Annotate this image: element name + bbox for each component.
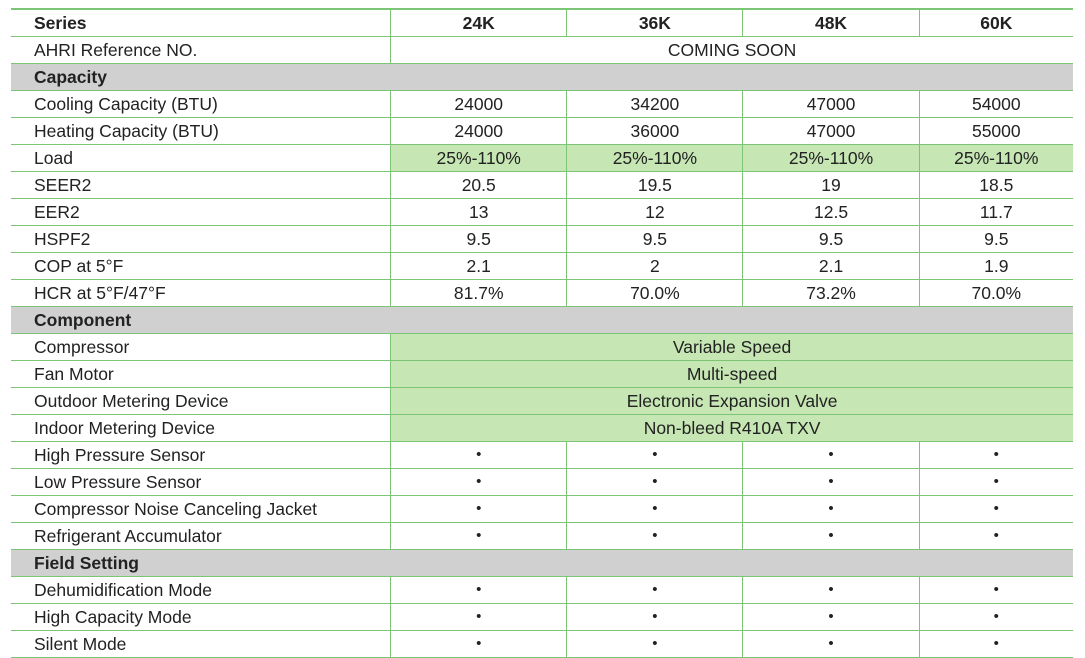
row-label: Fan Motor — [11, 361, 391, 388]
spec-value: 11.7 — [919, 199, 1073, 226]
component-feature-row — [11, 523, 1073, 550]
section-component — [11, 307, 1073, 334]
feature-dot: • — [567, 577, 743, 604]
feature-dot: • — [919, 577, 1073, 604]
feature-dot: • — [919, 469, 1073, 496]
feature-dot: • — [743, 469, 919, 496]
spec-value-span: Non-bleed R410A TXV — [391, 415, 1073, 442]
model-24k-header: 24K — [391, 10, 567, 37]
feature-dot: • — [743, 442, 919, 469]
row-label: Silent Mode — [11, 631, 391, 658]
row-label: EER2 — [11, 199, 391, 226]
capacity-row — [11, 145, 1073, 172]
spec-value: 55000 — [919, 118, 1073, 145]
spec-value: 9.5 — [391, 226, 567, 253]
feature-dot: • — [919, 604, 1073, 631]
feature-dot: • — [391, 469, 567, 496]
feature-dot: • — [567, 523, 743, 550]
row-label: High Capacity Mode — [11, 604, 391, 631]
spec-value: 73.2% — [743, 280, 919, 307]
spec-value: 2.1 — [391, 253, 567, 280]
feature-dot: • — [919, 631, 1073, 658]
feature-dot: • — [567, 469, 743, 496]
feature-dot: • — [743, 577, 919, 604]
spec-value: 25%-110% — [391, 145, 567, 172]
series-header: Series — [11, 10, 391, 37]
component-span-row — [11, 388, 1073, 415]
row-label: Heating Capacity (BTU) — [11, 118, 391, 145]
component-feature-row — [11, 469, 1073, 496]
spec-value: 13 — [391, 199, 567, 226]
field-feature-row — [11, 604, 1073, 631]
component-feature-row — [11, 442, 1073, 469]
model-48k-header: 48K — [743, 10, 919, 37]
capacity-row — [11, 91, 1073, 118]
section-title: Field Setting — [11, 550, 1073, 577]
model-60k-header: 60K — [919, 10, 1073, 37]
spec-sheet — [11, 8, 1073, 658]
feature-dot: • — [567, 496, 743, 523]
component-span-row — [11, 361, 1073, 388]
section-field-setting — [11, 550, 1073, 577]
spec-value: 19 — [743, 172, 919, 199]
feature-dot: • — [391, 631, 567, 658]
feature-dot: • — [743, 604, 919, 631]
feature-dot: • — [391, 604, 567, 631]
spec-table-body — [11, 10, 1073, 658]
spec-value: 24000 — [391, 91, 567, 118]
ahri-row — [11, 37, 1073, 64]
ahri-value: COMING SOON — [391, 37, 1073, 64]
feature-dot: • — [743, 631, 919, 658]
feature-dot: • — [919, 496, 1073, 523]
section-title: Component — [11, 307, 1073, 334]
feature-dot: • — [743, 496, 919, 523]
row-label: Compressor — [11, 334, 391, 361]
spec-value: 9.5 — [919, 226, 1073, 253]
spec-value: 19.5 — [567, 172, 743, 199]
spec-value: 47000 — [743, 91, 919, 118]
row-label: SEER2 — [11, 172, 391, 199]
row-label: Outdoor Metering Device — [11, 388, 391, 415]
row-label: HSPF2 — [11, 226, 391, 253]
row-label: Refrigerant Accumulator — [11, 523, 391, 550]
spec-value: 25%-110% — [919, 145, 1073, 172]
spec-value: 1.9 — [919, 253, 1073, 280]
field-feature-row — [11, 577, 1073, 604]
capacity-row — [11, 172, 1073, 199]
spec-value: 36000 — [567, 118, 743, 145]
ahri-label: AHRI Reference NO. — [11, 37, 391, 64]
spec-value-span: Electronic Expansion Valve — [391, 388, 1073, 415]
spec-value-span: Multi-speed — [391, 361, 1073, 388]
capacity-row — [11, 280, 1073, 307]
model-36k-header: 36K — [567, 10, 743, 37]
row-label: High Pressure Sensor — [11, 442, 391, 469]
row-label: Load — [11, 145, 391, 172]
spec-value: 12 — [567, 199, 743, 226]
capacity-row — [11, 253, 1073, 280]
feature-dot: • — [567, 442, 743, 469]
row-label: COP at 5°F — [11, 253, 391, 280]
row-label: Dehumidification Mode — [11, 577, 391, 604]
spec-table — [11, 10, 1073, 658]
component-span-row — [11, 415, 1073, 442]
feature-dot: • — [391, 523, 567, 550]
feature-dot: • — [567, 604, 743, 631]
row-label: Indoor Metering Device — [11, 415, 391, 442]
row-label: Cooling Capacity (BTU) — [11, 91, 391, 118]
feature-dot: • — [391, 496, 567, 523]
spec-value: 47000 — [743, 118, 919, 145]
spec-value: 2.1 — [743, 253, 919, 280]
capacity-row — [11, 199, 1073, 226]
spec-value: 54000 — [919, 91, 1073, 118]
feature-dot: • — [391, 442, 567, 469]
spec-value: 9.5 — [567, 226, 743, 253]
spec-value: 12.5 — [743, 199, 919, 226]
feature-dot: • — [567, 631, 743, 658]
row-label: HCR at 5°F/47°F — [11, 280, 391, 307]
row-label: Low Pressure Sensor — [11, 469, 391, 496]
feature-dot: • — [391, 577, 567, 604]
spec-value: 25%-110% — [567, 145, 743, 172]
field-feature-row — [11, 631, 1073, 658]
spec-value: 20.5 — [391, 172, 567, 199]
section-capacity — [11, 64, 1073, 91]
spec-value: 81.7% — [391, 280, 567, 307]
spec-value: 34200 — [567, 91, 743, 118]
spec-value: 70.0% — [567, 280, 743, 307]
component-feature-row — [11, 496, 1073, 523]
spec-value: 70.0% — [919, 280, 1073, 307]
capacity-row — [11, 118, 1073, 145]
row-label: Compressor Noise Canceling Jacket — [11, 496, 391, 523]
spec-value-span: Variable Speed — [391, 334, 1073, 361]
spec-value: 25%-110% — [743, 145, 919, 172]
spec-value: 24000 — [391, 118, 567, 145]
spec-value: 18.5 — [919, 172, 1073, 199]
section-title: Capacity — [11, 64, 1073, 91]
header-row — [11, 10, 1073, 37]
spec-value: 2 — [567, 253, 743, 280]
component-span-row — [11, 334, 1073, 361]
feature-dot: • — [743, 523, 919, 550]
capacity-row — [11, 226, 1073, 253]
spec-value: 9.5 — [743, 226, 919, 253]
feature-dot: • — [919, 523, 1073, 550]
feature-dot: • — [919, 442, 1073, 469]
